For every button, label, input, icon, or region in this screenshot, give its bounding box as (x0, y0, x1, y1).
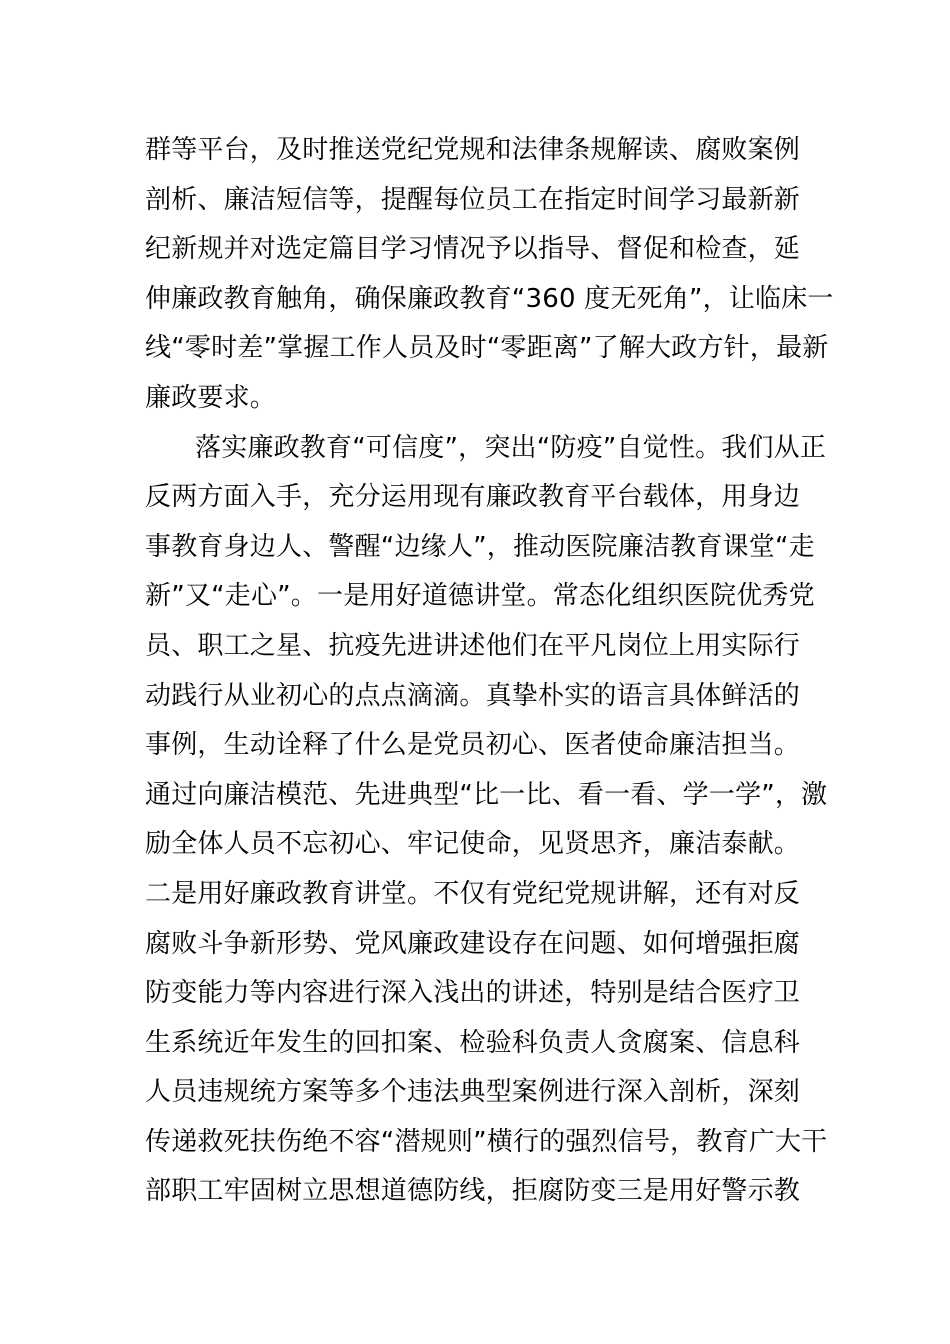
paragraph-first-line: 落实廉政教育“可信度”，突出“防疫”自觉性。我们从正 (195, 432, 827, 463)
text-line: 纪新规并对选定篇目学习情况予以指导、督促和检查，延 (145, 234, 801, 265)
text-line: 腐败斗争新形势、党风廉政建设存在问题、如何增强拒腐 (145, 928, 801, 959)
text-line: 群等平台，及时推送党纪党规和法律条规解读、腐败案例 (145, 135, 801, 165)
text-line: 人员违规统方案等多个违法典型案例进行深入剖析，深刻 (145, 1077, 801, 1108)
text-line: 通过向廉洁模范、先进典型“比一比、看一看、学一学”，激 (145, 779, 828, 810)
body-text (145, 126, 834, 1217)
text-line: 励全体人员不忘初心、牢记使命，见贤思齐，廉洁泰献。 (145, 829, 801, 860)
text-line: 动践行从业初心的点点滴滴。真挚朴实的语言具体鲜活的 (145, 680, 801, 711)
text-line: 防变能力等内容进行深入浅出的讲述，特别是结合医疗卫 (145, 978, 801, 1009)
text-line: 剖析、廉洁短信等，提醒每位员工在指定时间学习最新新 (145, 184, 801, 215)
text-line: 事教育身边人、警醒“边缘人”，推动医院廉洁教育课堂“走 (145, 531, 815, 562)
text-line: 廉政要求。 (145, 382, 277, 413)
text-line: 事例，生动诠释了什么是党员初心、医者使命廉洁担当。 (145, 730, 801, 761)
text-line: 二是用好廉政教育讲堂。不仅有党纪党规讲解，还有对反 (145, 878, 801, 909)
text-line: 部职工牢固树立思想道德防线，拒腐防变三是用好警示教 (145, 1176, 801, 1207)
text-line: 新”又“走心”。一是用好道德讲堂。常态化组织医院优秀党 (145, 581, 815, 612)
text-line: 员、职工之星、抗疫先进讲述他们在平凡岗位上用实际行 (145, 630, 801, 661)
text-line: 伸廉政教育触角，确保廉政教育“360 度无死角”，让临床一 (145, 283, 834, 314)
text-line: 传递救死扶伤绝不容“潜规则”横行的强烈信号，教育广大干 (145, 1126, 828, 1157)
text-line: 反两方面入手，充分运用现有廉政教育平台载体，用身边 (145, 482, 801, 513)
text-line: 线“零时差”掌握工作人员及时“零距离”了解大政方针，最新 (145, 333, 829, 364)
text-line: 生系统近年发生的回扣案、检验科负责人贪腐案、信息科 (145, 1027, 801, 1058)
